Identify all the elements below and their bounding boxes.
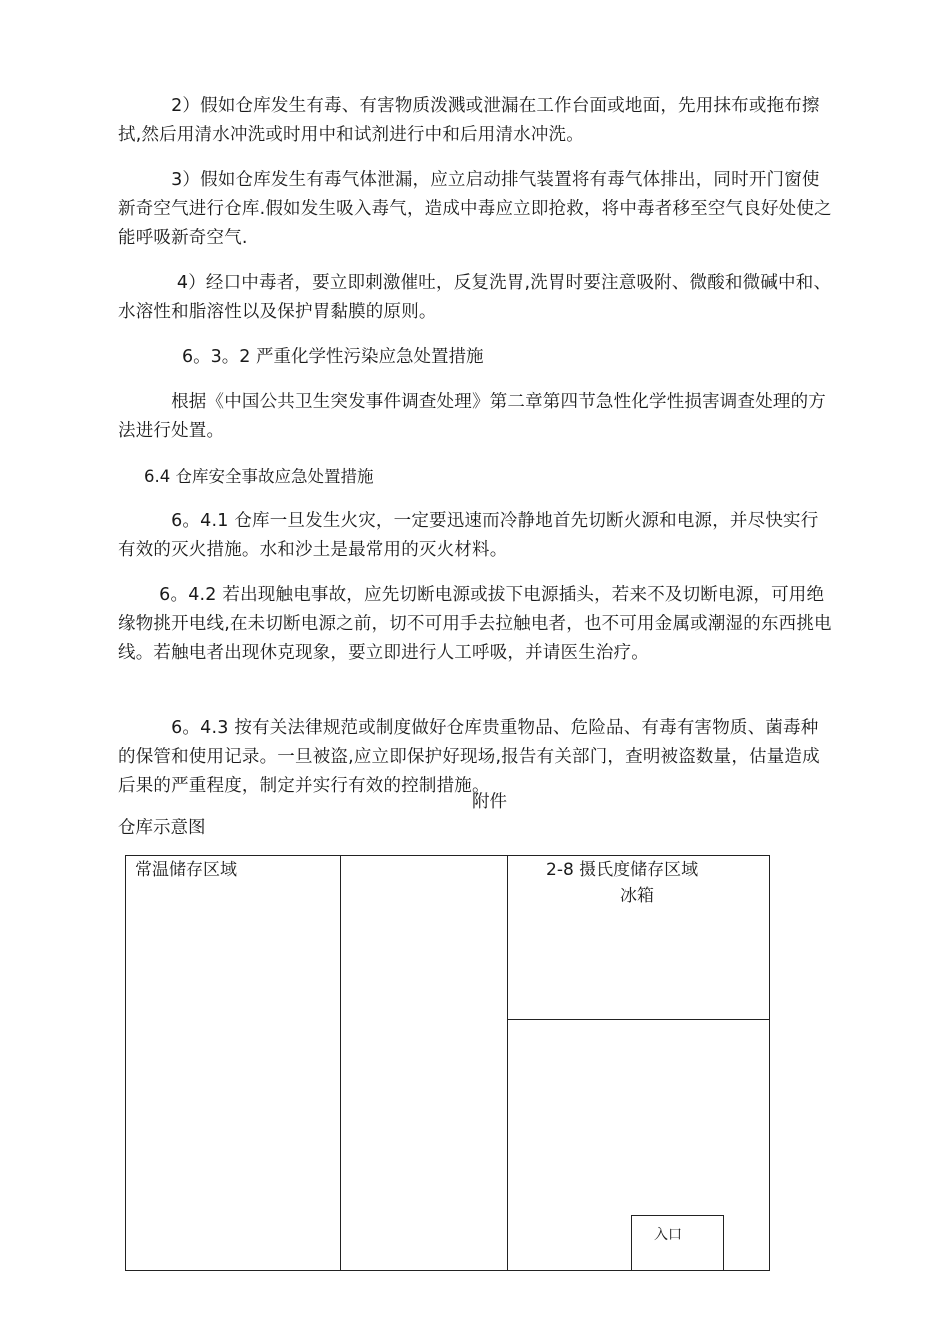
- section-heading-6-4: 6.4 仓库安全事故应急处置措施: [144, 467, 374, 486]
- paragraph-oral-poisoning: 4）经口中毒者，要立即刺激催吐，反复洗胃,洗胃时要注意吸附、微酸和微碱中和、水溶性和脂溶性以及保护胃黏膜的原则。: [118, 273, 832, 322]
- paragraph-electric-shock: 6。4.2 若出现触电事故，应先切断电源或拔下电源插头，若来不及切断电源，可用绝缘物挑开电线,在未切断电源之前，切不可用手去拉触电者，也不可用金属或潮湿的东西挑电线。若触电者出现休克现象，要立即进行人工呼吸，并请医生治疗。: [118, 585, 832, 663]
- warehouse-diagram: [125, 855, 770, 1271]
- paragraph-spill-handling: 2）假如仓库发生有毒、有害物质泼溅或泄漏在工作台面或地面，先用抹布或拖布擦拭,然后用清水冲洗或时用中和试剂进行中和后用清水冲洗。: [118, 96, 820, 145]
- diagram-title: 仓库示意图: [118, 818, 206, 838]
- paragraph-fire: 6。4.1 仓库一旦发生火灾，一定要迅速而冷静地首先切断火源和电源，并尽快实行有效的灭火措施。水和沙土是最常用的灭火材料。: [118, 511, 819, 560]
- section-heading-6-3-2: 6。3。2 严重化学性污染应急处置措施: [182, 347, 484, 367]
- zone-fridge: 冰箱: [620, 886, 654, 906]
- entrance-box: [631, 1215, 724, 1271]
- paragraph-investigation-method: 根据《中国公共卫生突发事件调查处理》第二章第四节急性化学性损害调查处理的方法进行处置。: [118, 392, 826, 441]
- zone-cold-storage: 2-8 摄氏度储存区域: [546, 860, 699, 880]
- divider-line: [340, 856, 341, 1270]
- divider-line: [507, 856, 508, 1270]
- paragraph-gas-leak: 3）假如仓库发生有毒气体泄漏，应立启动排气装置将有毒气体排出，同时开门窗使新奇空气进行仓库.假如发生吸入毒气，造成中毒应立即抢救，将中毒者移至空气良好处使之能呼吸新奇空气.: [118, 170, 832, 248]
- entrance-label: 入口: [654, 1227, 682, 1243]
- paragraph-theft: 6。4.3 按有关法律规范或制度做好仓库贵重物品、危险品、有毒有害物质、菌毒种的保管和使用记录。一旦被盗,应立即保护好现场,报告有关部门，查明被盗数量，估量造成后果的严重程度，制定并实行有效的控制措施。: [118, 718, 820, 796]
- divider-line: [507, 1019, 769, 1020]
- zone-room-temperature: 常温储存区域: [135, 860, 237, 880]
- appendix-title: 附件: [472, 792, 507, 812]
